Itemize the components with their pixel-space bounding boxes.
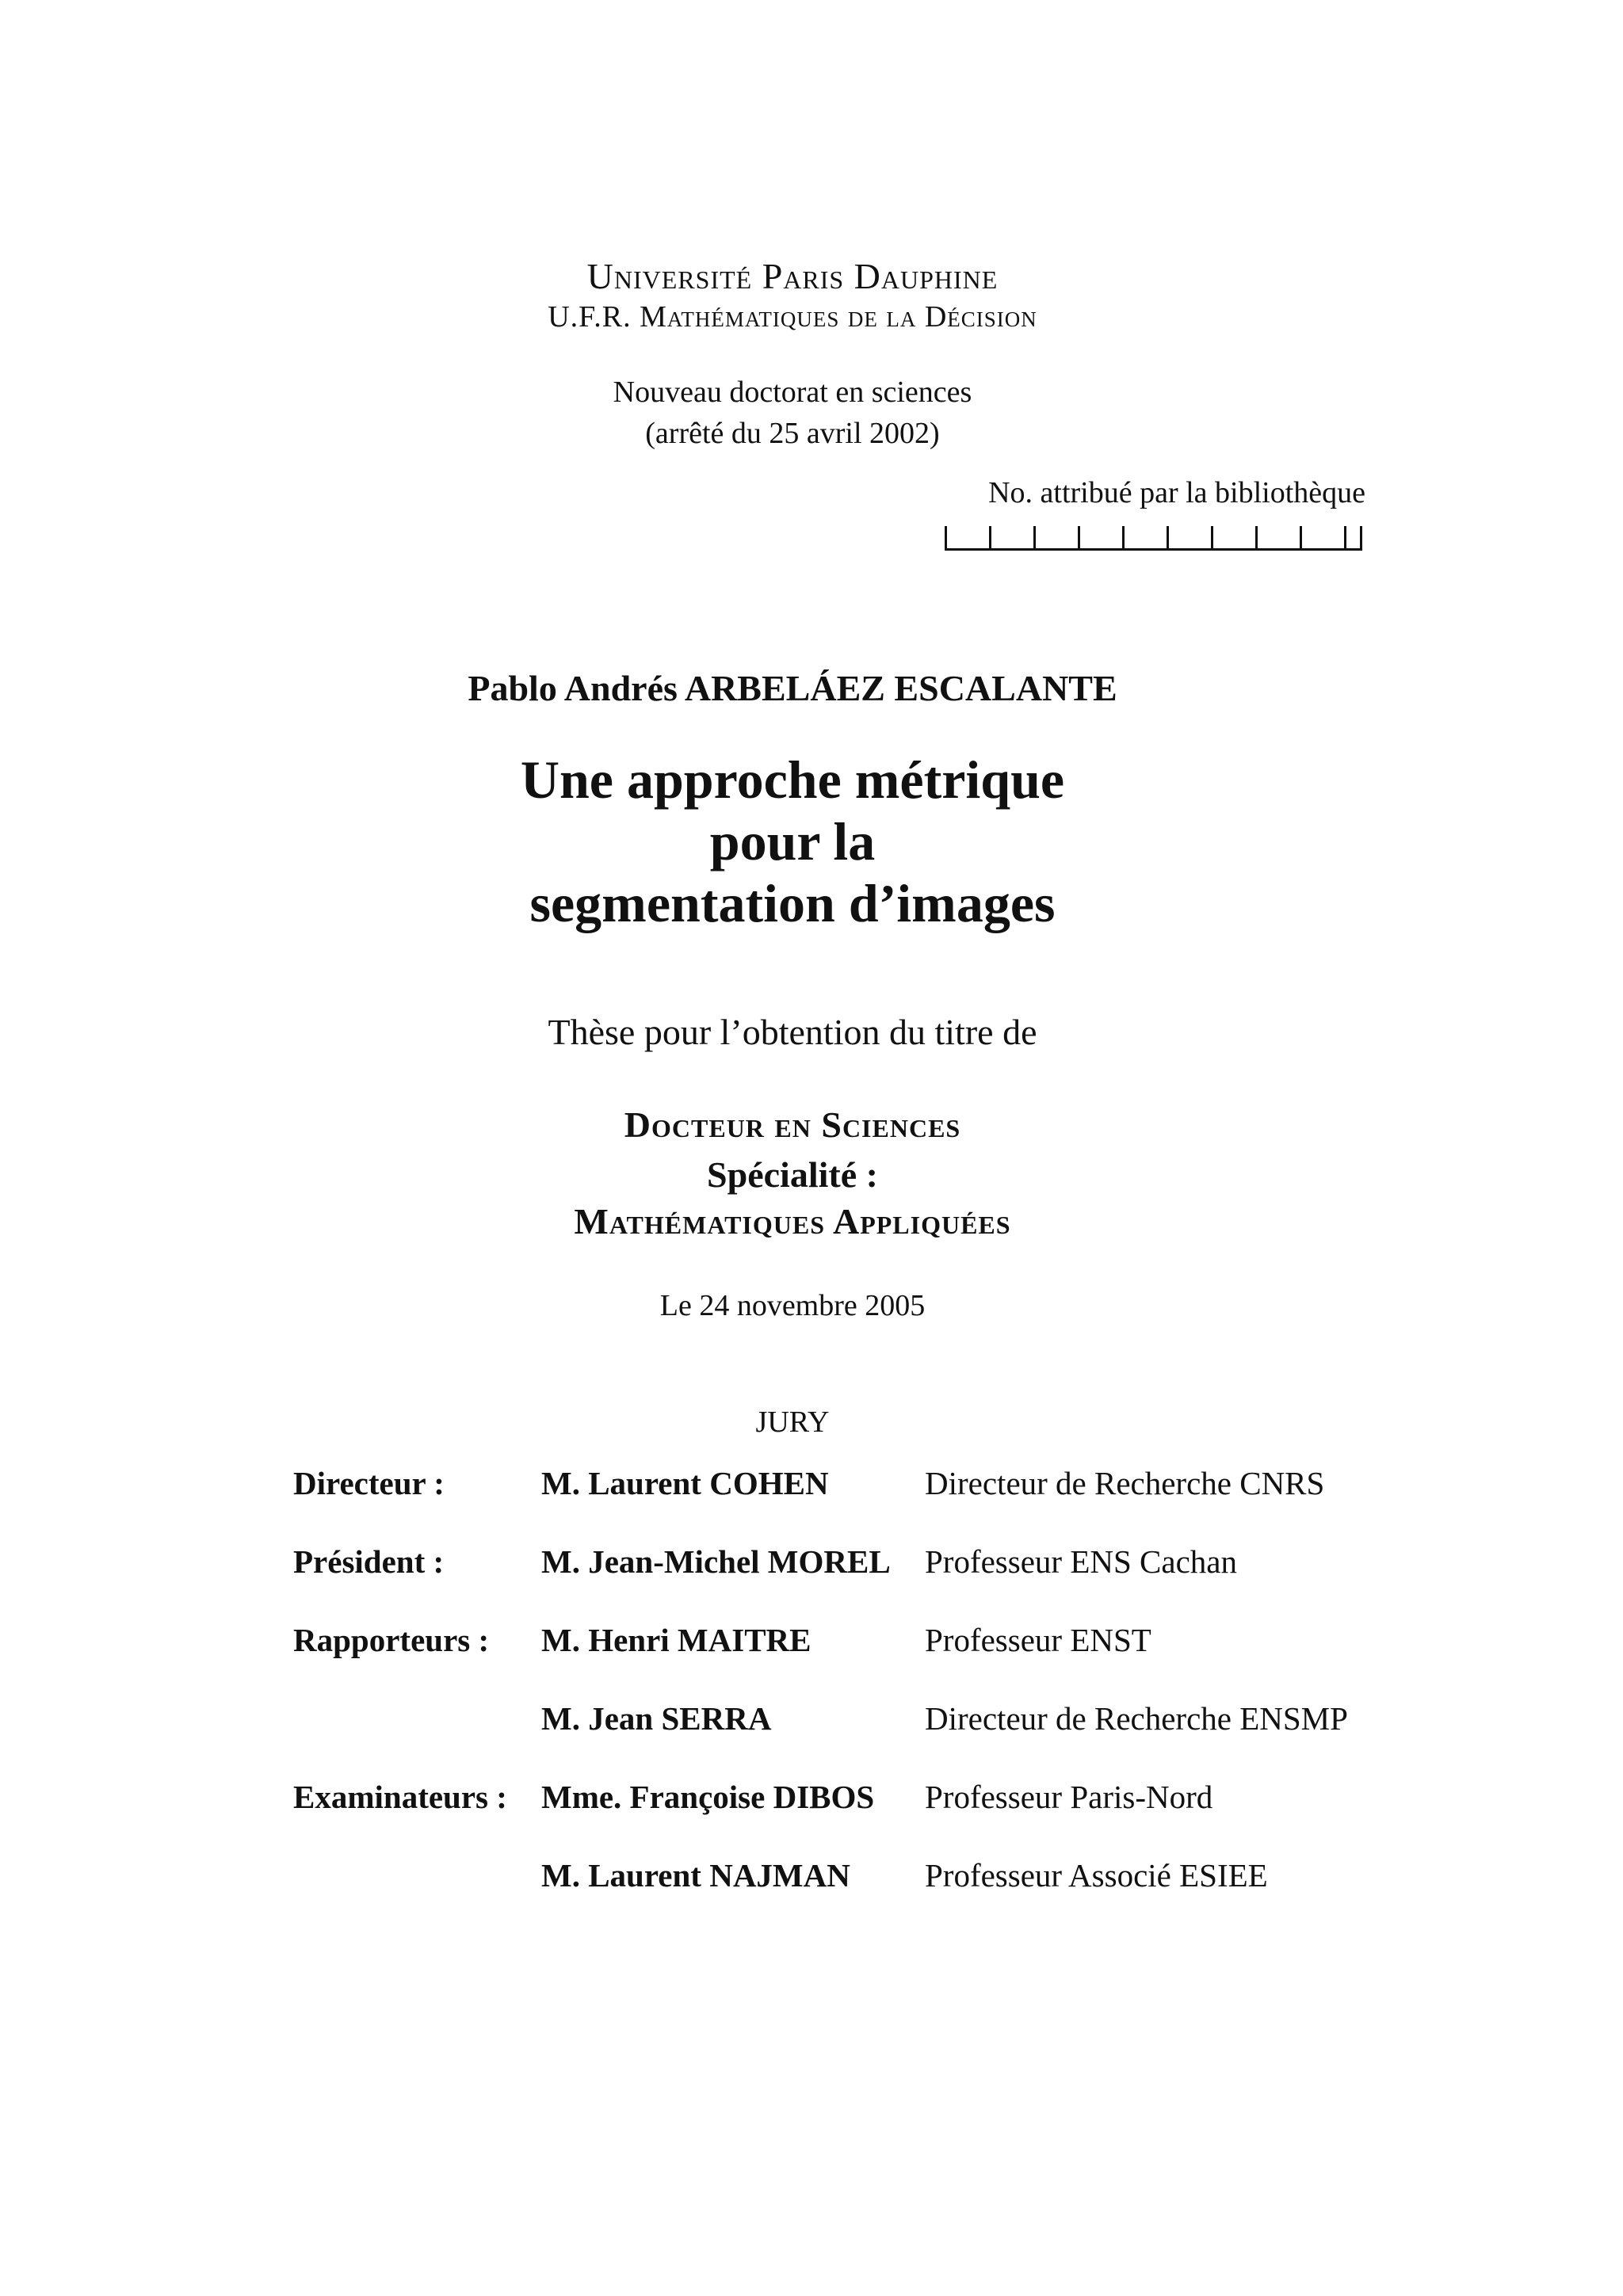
thesis-purpose: Thèse pour l’obtention du titre de	[548, 1012, 1037, 1052]
ufr-name: U.F.R. Mathématiques de la Décision	[548, 300, 1037, 334]
jury-row	[0, 1856, 1623, 1896]
author-name: Pablo Andrés ARBELÁEZ ESCALANTE	[468, 668, 1117, 708]
jury-name: M. Jean-Michel MOREL	[541, 1543, 891, 1580]
doctorate-line: Nouveau doctorat en sciences	[613, 376, 972, 409]
university-name: Université Paris Dauphine	[586, 256, 999, 296]
jury-row	[0, 1699, 1623, 1739]
title-line: pour la	[709, 811, 876, 871]
jury-row	[0, 1621, 1623, 1661]
jury-position: Directeur de Recherche CNRS	[925, 1465, 1325, 1501]
jury-row	[0, 1543, 1623, 1582]
jury-row	[0, 1464, 1623, 1504]
title-line: segmentation d’images	[529, 873, 1056, 933]
jury-role: Rapporteurs :	[293, 1622, 490, 1658]
decree-line: (arrêté du 25 avril 2002)	[645, 417, 940, 450]
specialty-label: Spécialité :	[707, 1154, 878, 1195]
jury-role: Président :	[293, 1543, 445, 1580]
jury-heading: JURY	[755, 1405, 830, 1439]
jury-name: Mme. Françoise DIBOS	[541, 1779, 875, 1815]
jury-position: Directeur de Recherche ENSMP	[925, 1700, 1348, 1737]
library-number-label: No. attribué par la bibliothèque	[988, 476, 1365, 509]
jury-position: Professeur Associé ESIEE	[925, 1857, 1268, 1894]
jury-role: Directeur :	[293, 1465, 445, 1501]
jury-name: M. Henri MAITRE	[541, 1622, 812, 1658]
jury-position: Professeur ENST	[925, 1622, 1151, 1658]
jury-name: M. Laurent COHEN	[541, 1465, 829, 1501]
title-line: Une approche métrique	[520, 749, 1065, 810]
jury-name: M. Laurent NAJMAN	[541, 1857, 850, 1894]
jury-position: Professeur ENS Cachan	[925, 1543, 1237, 1580]
degree-title: Docteur en Sciences	[624, 1104, 961, 1145]
jury-position: Professeur Paris-Nord	[925, 1779, 1213, 1815]
library-number-boxes	[945, 523, 1362, 551]
jury-name: M. Jean SERRA	[541, 1700, 772, 1737]
defense-date: Le 24 novembre 2005	[659, 1289, 926, 1322]
specialty-name: Mathématiques Appliquées	[574, 1201, 1011, 1241]
jury-role: Examinateurs :	[293, 1779, 507, 1815]
jury-row	[0, 1778, 1623, 1817]
thesis-title	[0, 749, 1585, 934]
